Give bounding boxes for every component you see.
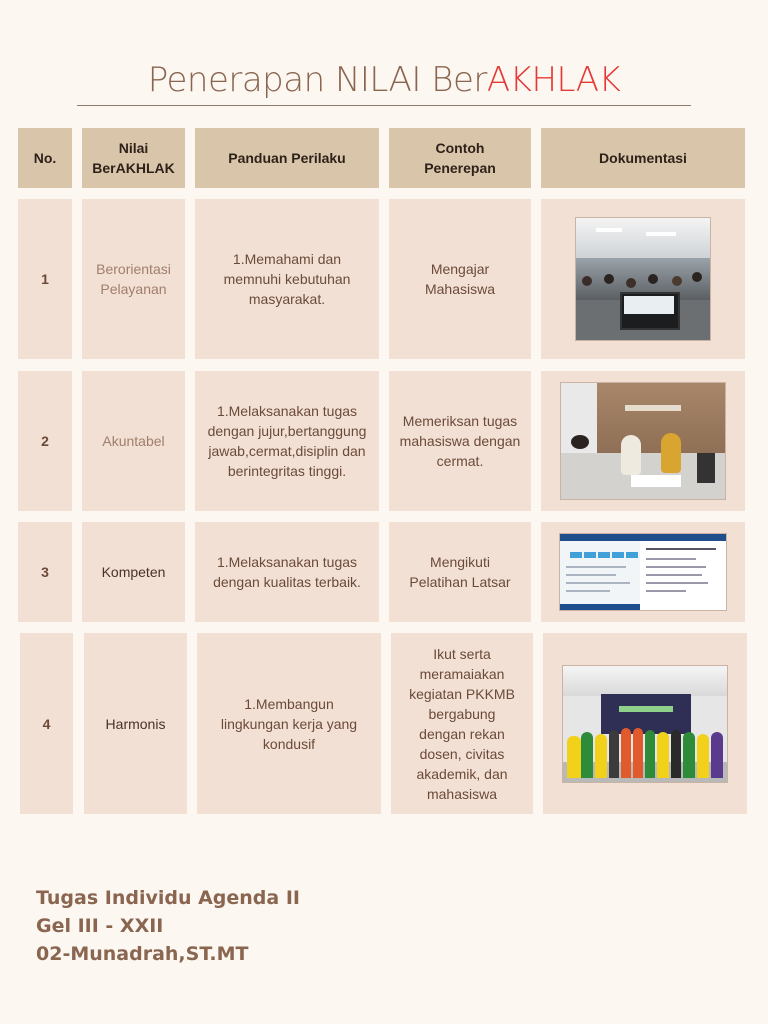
row3-dokumentasi [541,522,745,622]
row3-no: 3 [18,522,72,622]
row1-panduan: 1.Memahami dan memnuhi kebutuhan masyarakat. [195,199,379,359]
row3-nilai: Kompeten [82,522,185,622]
header-contoh: Contoh Penerepan [389,128,531,188]
row2-panduan: 1.Melaksanakan tugas dengan jujur,bertanggung jawab,cermat,disiplin dan berintegritas tinggi. [195,371,379,511]
row3-contoh: Mengikuti Pelatihan Latsar [389,522,531,622]
row4-panduan: 1.Membangun lingkungan kerja yang kondusif [197,633,381,814]
title-accent: AKHLAK [486,60,621,100]
row2-nilai: Akuntabel [82,371,185,511]
page-title [0,60,768,100]
row2-no: 2 [18,371,72,511]
header-dokumentasi: Dokumentasi [541,128,745,188]
photo-screenshot [559,533,727,611]
row1-no: 1 [18,199,72,359]
header-panduan: Panduan Perilaku [195,128,379,188]
title-divider [77,105,691,106]
row1-nilai: Berorientasi Pelayanan [82,199,185,359]
footer [36,884,300,968]
row4-nilai: Harmonis [84,633,187,814]
photo-group [562,665,728,783]
photo-office [560,382,726,500]
header-nilai: Nilai BerAKHLAK [82,128,185,188]
row4-contoh: Ikut serta meramaiakan kegiatan PKKMB bergabung dengan rekan dosen, civitas akademik, dan mahasiswa [391,633,533,814]
row1-dokumentasi [541,199,745,359]
row2-dokumentasi [541,371,745,511]
footer-line-2: Gel III - XXII [36,915,164,937]
footer-line-1: Tugas Individu Agenda II [36,887,300,909]
row4-dokumentasi [543,633,747,814]
row1-contoh: Mengajar Mahasiswa [389,199,531,359]
footer-line-3: 02-Munadrah,ST.MT [36,943,249,965]
row3-panduan: 1.Melaksanakan tugas dengan kualitas terbaik. [195,522,379,622]
title-main: Penerapan NILAI Ber [147,60,487,100]
row4-no: 4 [20,633,73,814]
header-no: No. [18,128,72,188]
photo-classroom [575,217,711,341]
row2-contoh: Memeriksan tugas mahasiswa dengan cermat. [389,371,531,511]
